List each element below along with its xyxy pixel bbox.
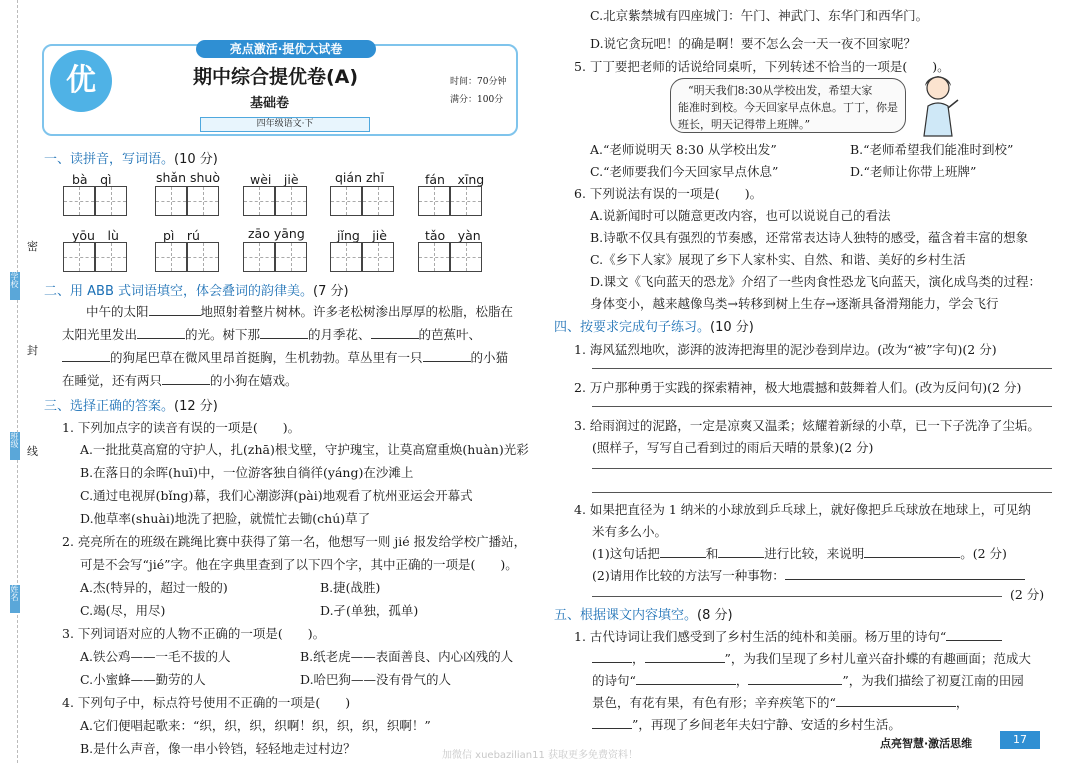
s4-text: (1)这句话把 [592,546,660,561]
s3-q5-option-a[interactable]: A.“老师说明天 8:30 从学校出发” [590,142,777,157]
s3-q1-option-b[interactable]: B.在落日的余晖(huī)中，一位游客独自徜徉(yáng)在沙滩上 [80,465,414,480]
section-1-title [44,148,218,167]
pinyin-4: qián zhī [335,170,384,185]
s4-blank[interactable] [785,568,1025,580]
page-title: 期中综合提优卷(A) [193,66,359,88]
s3-q2-option-b[interactable]: B.捷(战胜) [320,580,381,595]
s4-q3-line-1: 3. 给雨润过的泥路，一定是凉爽又温柔；炫耀着新绿的小草，已一下子洗净了尘垢。 [574,418,1040,433]
s3-q2-option-c[interactable]: C.竭(尽，用尽) [80,603,166,618]
s2-line-2 [62,325,481,343]
s5-text: ”，为我们描绘了初夏江南的田园 [842,673,1024,688]
s3-q6-option-a[interactable]: A.说新闻时可以随意更改内容，也可以说说自己的看法 [590,208,891,223]
s5-blank[interactable] [836,695,956,707]
s5-line-4 [592,693,968,711]
grade-tag: 四年级语文·下 [200,117,370,132]
page-number: 17 [1000,731,1040,749]
s3-q1-option-d[interactable]: D.他草率(shuài)地洗了把脸，就慌忙去锄(chú)草了 [80,511,371,526]
s5-line-1 [574,627,1002,645]
side-label-name: 姓名 [10,585,20,613]
s3-q4-option-a[interactable]: A.它们便唱起歌来：“织，织，织，织啊！织，织，织，织啊！” [80,718,431,733]
s5-blank[interactable] [592,651,632,663]
s2-text: 中午的太阳 [86,304,149,319]
s3-q5: 5. 丁丁要把老师的话说给同桌听，下列转述不恰当的一项是( )。 [574,59,950,74]
pinyin-6: yōu lù [72,228,119,243]
section-1-score: (10 分) [174,152,218,167]
section-4-title [554,316,754,335]
s3-q1-option-c[interactable]: C.通过电视屏(bǐng)幕，我们心潮澎湃(pài)地观看了杭州亚运会开幕式 [80,488,473,503]
write-box[interactable] [155,242,187,272]
side-label-school: 学校 [10,272,20,300]
s5-line-3 [592,671,1024,689]
write-box[interactable] [243,186,275,216]
section-2-heading: 二、用 ABB 式词语填空，体会叠词的韵律美。 [44,284,313,299]
s2-text: 的狗尾巴草在微风里昂首挺胸，生机勃勃。草丛里有一只 [110,350,423,365]
s3-q6-option-b[interactable]: B.诗歌不仅具有强烈的节奏感，还常常表达诗人独特的感受，蕴含着丰富的想象 [590,230,1029,245]
write-box[interactable] [187,186,219,216]
s5-text: 景色，有花有果，有色有形；辛弃疾笔下的“ [592,695,836,710]
pinyin-8: zāo yāng [248,226,305,241]
write-box[interactable] [243,242,275,272]
s2-text: 的小狗在嬉戏。 [210,373,298,388]
time-label: 时间：70分钟 [450,77,507,87]
answer-line[interactable] [592,406,1052,407]
s3-q2-option-d[interactable]: D.孑(单独，孤单) [320,603,419,618]
write-box[interactable] [362,186,394,216]
section-1-heading: 一、读拼音，写词语。 [44,152,175,167]
write-box[interactable] [362,242,394,272]
answer-line[interactable] [592,468,1052,469]
write-box[interactable] [450,242,482,272]
bubble-line-2: 能准时到校。今天回家早点休息。丁丁，你是 [678,101,898,114]
s3-q2-line-2: 可是不会写“jié”字。他在字典里查到了以下四个字，其中正确的一项是( )。 [80,557,518,572]
pinyin-9: jǐng jiè [337,228,387,243]
s2-blank[interactable] [62,350,110,362]
s4-text: (2)请用作比较的方法写一种事物： [592,568,785,583]
s5-text: ， [735,673,749,688]
s4-q3-line-2: (照样子，写写自己看到过的雨后天晴的景象)(2 分) [592,440,874,455]
s3-q5-option-b[interactable]: B.“老师希望我们能准时到校” [850,142,1014,157]
pinyin-2: shǎn shuò [156,170,220,185]
s5-blank[interactable] [636,673,736,685]
write-box[interactable] [95,186,127,216]
s3-q1: 1. 下列加点字的读音有误的一项是( )。 [62,420,301,435]
s5-text: 1. 古代诗词让我们感受到了乡村生活的纯朴和美丽。杨万里的诗句“ [574,629,947,644]
s5-text: ， [955,695,969,710]
section-4-score: (10 分) [710,320,754,335]
s5-text: ”，再现了乡间老年夫妇宁静、安适的乡村生活。 [632,717,901,732]
write-box[interactable] [63,242,95,272]
s3-q4-option-b[interactable]: B.是什么声音，像一串小铃铛，轻轻地走过村边？ [80,741,356,756]
s4-blank[interactable] [660,546,706,558]
s3-q3-option-c[interactable]: C.小蜜蜂——勤劳的人 [80,672,206,687]
s2-text: 在睡觉，还有两只 [62,373,163,388]
s5-text: ， [632,651,645,666]
footer-brand: 点亮智慧·激活思维 [880,737,973,750]
s3-q6-option-d[interactable]: D.课文《飞向蓝天的恐龙》介绍了一些肉食性恐龙飞向蓝天，演化成鸟类的过程： [590,274,1042,289]
write-box[interactable] [418,242,450,272]
section-5-score: (8 分) [697,608,733,623]
s3-q2-line-1: 2. 亮亮所在的班级在跳绳比赛中获得了第一名，他想写一则 jié 报发给学校广播站， [62,534,527,549]
s3-q3-option-a[interactable]: A.铁公鸡——一毛不拔的人 [80,649,231,664]
answer-line[interactable] [592,596,1002,597]
s3-q5-option-c[interactable]: C.“老师要我们今天回家早点休息” [590,164,779,179]
binding-mark-feng: 封 [27,344,38,357]
s5-line-5 [592,715,901,733]
s4-blank[interactable] [864,546,960,558]
s2-text: 的月季花、 [308,327,371,342]
right-page [540,0,1080,763]
section-2-score: (7 分) [313,284,349,299]
answer-line[interactable] [592,368,1052,369]
s5-text: ”，为我们呈现了乡村儿童兴奋扑蝶的有趣画面；范成大 [724,651,1031,666]
write-box[interactable] [418,186,450,216]
binding-mark-xian: 线 [27,445,38,458]
answer-line[interactable] [592,492,1052,493]
teacher-icon [912,72,964,138]
binding-mark-mi: 密 [27,240,38,253]
s4-q4-sub-1 [592,544,1007,562]
s4-q4-line-2: 米有多么小。 [592,524,668,539]
s5-line-2 [592,649,1031,667]
s4-text: 。(2 分) [960,546,1007,561]
section-2-title [44,280,349,299]
s5-blank[interactable] [946,629,1002,641]
s3-q1-option-a[interactable]: A.一批批莫高窟的守护人，扎(zhā)根戈壁，守护瑰宝，让莫高窟重焕(huàn)光彩 [80,442,529,457]
s2-blank[interactable] [371,327,419,339]
section-3-title [44,395,218,414]
write-box[interactable] [330,242,362,272]
page-subtitle: 基础卷 [250,96,290,111]
score-label: 满分：100分 [450,95,504,105]
s2-line-4 [62,371,298,389]
section-3-heading: 三、选择正确的答案。 [44,399,175,414]
s2-blank[interactable] [137,327,185,339]
bubble-line-1: “明天我们8:30从学校出发，希望大家 [688,84,873,97]
s5-text: 的诗句“ [592,673,636,688]
s3-q2-option-a[interactable]: A.杰(特异的，超过一般的) [80,580,228,595]
pinyin-5: fán xīng [425,172,485,187]
write-box[interactable] [275,186,307,216]
write-box[interactable] [155,186,187,216]
section-4-heading: 四、按要求完成句子练习。 [554,320,711,335]
watermark: 加微信 xuebazilian11 获取更多免费资料！ [441,750,638,761]
s3-q6-option-d-cont: 身体变小，越来越像鸟类→转移到树上生存→逐渐具备滑翔能力，学会飞行 [590,296,999,311]
s4-q4-line-1: 4. 如果把直径为 1 纳米的小球放到乒乓球上，就好像把乒乓球放在地球上，可见纳 [574,502,1031,517]
s2-text: 的芭蕉叶、 [418,327,482,342]
s3-q5-option-d[interactable]: D.“老师让你带上班牌” [850,164,977,179]
s2-blank[interactable] [149,304,201,316]
write-box[interactable] [95,242,127,272]
s3-q6: 6. 下列说法有误的一项是( )。 [574,186,763,201]
section-5-heading: 五、根据课文内容填空。 [554,608,698,623]
write-box[interactable] [63,186,95,216]
s2-line-1 [86,302,513,320]
s3-q6-option-c[interactable]: C.《乡下人家》展现了乡下人家朴实、自然、和谐、美好的乡村生活 [590,252,966,267]
write-box[interactable] [187,242,219,272]
s4-q1: 1. 海风猛烈地吹，澎湃的波涛把海里的泥沙卷到岸边。(改为“被”字句)(2 分) [574,342,997,357]
s3-q3: 3. 下列词语对应的人物不正确的一项是( )。 [62,626,326,641]
s5-blank[interactable] [748,673,842,685]
s4-q2: 2. 万户那种勇于实践的探索精神，极大地震撼和鼓舞着人们。(改为反问句)(2 分) [574,380,1022,395]
pinyin-10: tǎo yàn [425,228,481,243]
s2-text: 的光。树下那 [185,327,261,342]
pinyin-1: bà qì [72,172,112,187]
side-label-class: 班级 [10,432,20,460]
s3-q3-option-b[interactable]: B.纸老虎——表面善良、内心凶残的人 [300,649,514,664]
write-box[interactable] [330,186,362,216]
s4-q4-sub-2 [592,566,1025,584]
badge-icon: 优 [50,50,112,112]
pinyin-3: wèi jiè [250,172,299,187]
s3-q4-option-c[interactable]: C.北京紫禁城有四座城门：午门、神武门、东华门和西华门。 [590,8,929,23]
s2-text: 的小猫 [470,350,509,365]
pinyin-7: pì rú [163,228,200,243]
s4-blank[interactable] [718,546,764,558]
s3-q4-option-d[interactable]: D.说它贪玩吧！的确是啊！要不怎么会一天一夜不回家呢？ [590,36,917,51]
s2-blank[interactable] [162,373,210,385]
s2-text: 太阳光里发出 [62,327,138,342]
section-5-title [554,604,733,623]
s5-blank[interactable] [645,651,725,663]
s4-q4-sub-2-score: (2 分) [1010,587,1045,602]
s2-line-3 [62,348,508,366]
bubble-line-3: 班长，明天记得带上班牌。” [678,118,811,131]
write-box[interactable] [275,242,307,272]
s2-text: 地照射着整片树林。许多老松树渗出厚厚的松脂，松脂在 [200,304,514,319]
s3-q3-option-d[interactable]: D.哈巴狗——没有骨气的人 [300,672,452,687]
s2-blank[interactable] [423,350,471,362]
s4-text: 进行比较，来说明 [764,546,865,561]
section-3-score: (12 分) [174,399,218,414]
s4-text: 和 [705,546,719,561]
s2-blank[interactable] [260,327,308,339]
header-banner: 亮点激活·提优大试卷 [196,40,376,58]
write-box[interactable] [450,186,482,216]
binding-margin [6,0,18,763]
s5-blank[interactable] [592,717,632,729]
s3-q4: 4. 下列句子中，标点符号使用不正确的一项是( ) [62,695,351,710]
